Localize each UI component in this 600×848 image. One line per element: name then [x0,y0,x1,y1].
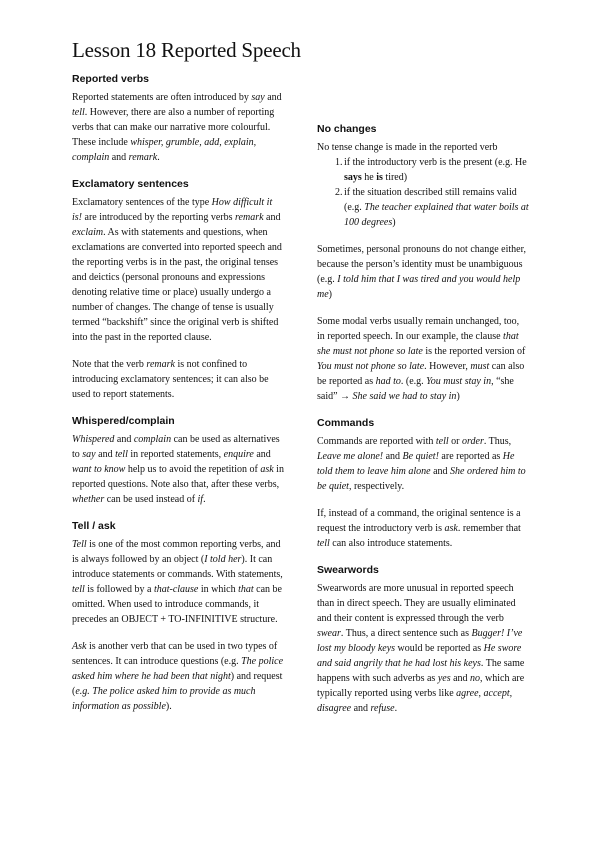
section-heading: Tell / ask [72,520,116,532]
section-heading: Reported verbs [72,73,150,85]
section-whispered-complain [72,414,284,507]
section-heading: Swearwords [317,564,379,576]
paragraph: Swearwords are more unusual in reported speech than in direct speech. They are usually eliminated and their content is expressed through the verb swear. Thus, a direct sentence such as Bugger! I’ve lost my bloody keys would be reported as He swore and said angrily that he had lost his keys. The same happens with such adverbs as yes and no, which are typically reported using verbs like agree, accept, disagree and refuse. [317,583,525,714]
section-no-changes [317,122,529,404]
paragraph: Whispered and complain can be used as alternatives to say and tell in reported statements, enquire and want to know help us to avoid the repetition of ask in reported questions. Note also that, after these verbs, whether can be used instead of if. [72,434,284,505]
paragraph: Ask is another verb that can be used in two types of sentences. It can introduce questions (e.g. The police asked him where he had been that night) and request (e.g. The police asked him to provide as much information as possible). [72,641,284,712]
section-swearwords [317,563,529,716]
section-heading: Commands [317,417,375,429]
paragraph: Commands are reported with tell or order. Thus, Leave me alone! and Be quiet! are reported as He told them to leave him alone and She ordered him to be quiet, respectively. [317,436,526,492]
list-item: 1. if the introductory verb is the present (e.g. He says he is tired) [335,157,527,183]
paragraph: Some modal verbs usually remain unchanged, too, in reported speech. In our example, the clause that she must not phone so late is the reported version of You must not phone so late. However, must can also be reported as had to. (e.g. You must stay in, “she said” → She said we had to stay in) [317,316,526,402]
numbered-list [317,155,529,230]
paragraph: No tense change is made in the reported verb [317,142,498,153]
paragraph: Sometimes, personal pronouns do not change either, because the person’s identity must be unambiguous (e.g. I told him that I was tired and you would help me) [317,244,526,300]
section-heading: Whispered/complain [72,415,175,427]
section-tell-ask [72,519,284,714]
paragraph: Note that the verb remark is not confined to introducing exclamatory sentences; it can also be used to report statements. [72,359,269,400]
list-item: 2. if the situation described still remains valid (e.g. The teacher explained that water boils at 100 degrees) [335,187,529,228]
page-title: Lesson 18 Reported Speech [72,38,301,62]
paragraph: Reported statements are often introduced by say and tell. However, there are also a number of reporting verbs that can make our narrative more colourful. These include whisper, grumble, add, explain, complain and remark. [72,92,282,163]
section-commands [317,416,529,551]
continued-text-spacer [317,72,529,102]
right-column [317,72,529,728]
section-reported-verbs [72,72,284,165]
paragraph: If, instead of a command, the original sentence is a request the introductory verb is ask. remember that tell can also introduce statements. [317,508,521,549]
paragraph: Exclamatory sentences of the type How difficult it is! are introduced by the reporting verbs remark and exclaim. As with statements and questions, when exclamations are converted into reported speech and the reporting verbs is in the past, the original tenses and deictics (personal pronouns and expressions denoting relative time or place) usually undergo a number of changes. The change of tense is usually termed “backshift” since the original verb is shifted into the past in the reported clause. [72,197,282,343]
section-heading: Exclamatory sentences [72,178,189,190]
section-exclamatory-sentences [72,177,284,402]
left-column [72,72,284,726]
paragraph: Tell is one of the most common reporting verbs, and is always followed by an object (I told her). It can introduce statements or commands. With statements, tell is followed by a that-clause in which that can be omitted. When used to introduce commands, it precedes an OBJECT + TO-INFINITIVE structure. [72,539,283,625]
section-heading: No changes [317,123,377,135]
